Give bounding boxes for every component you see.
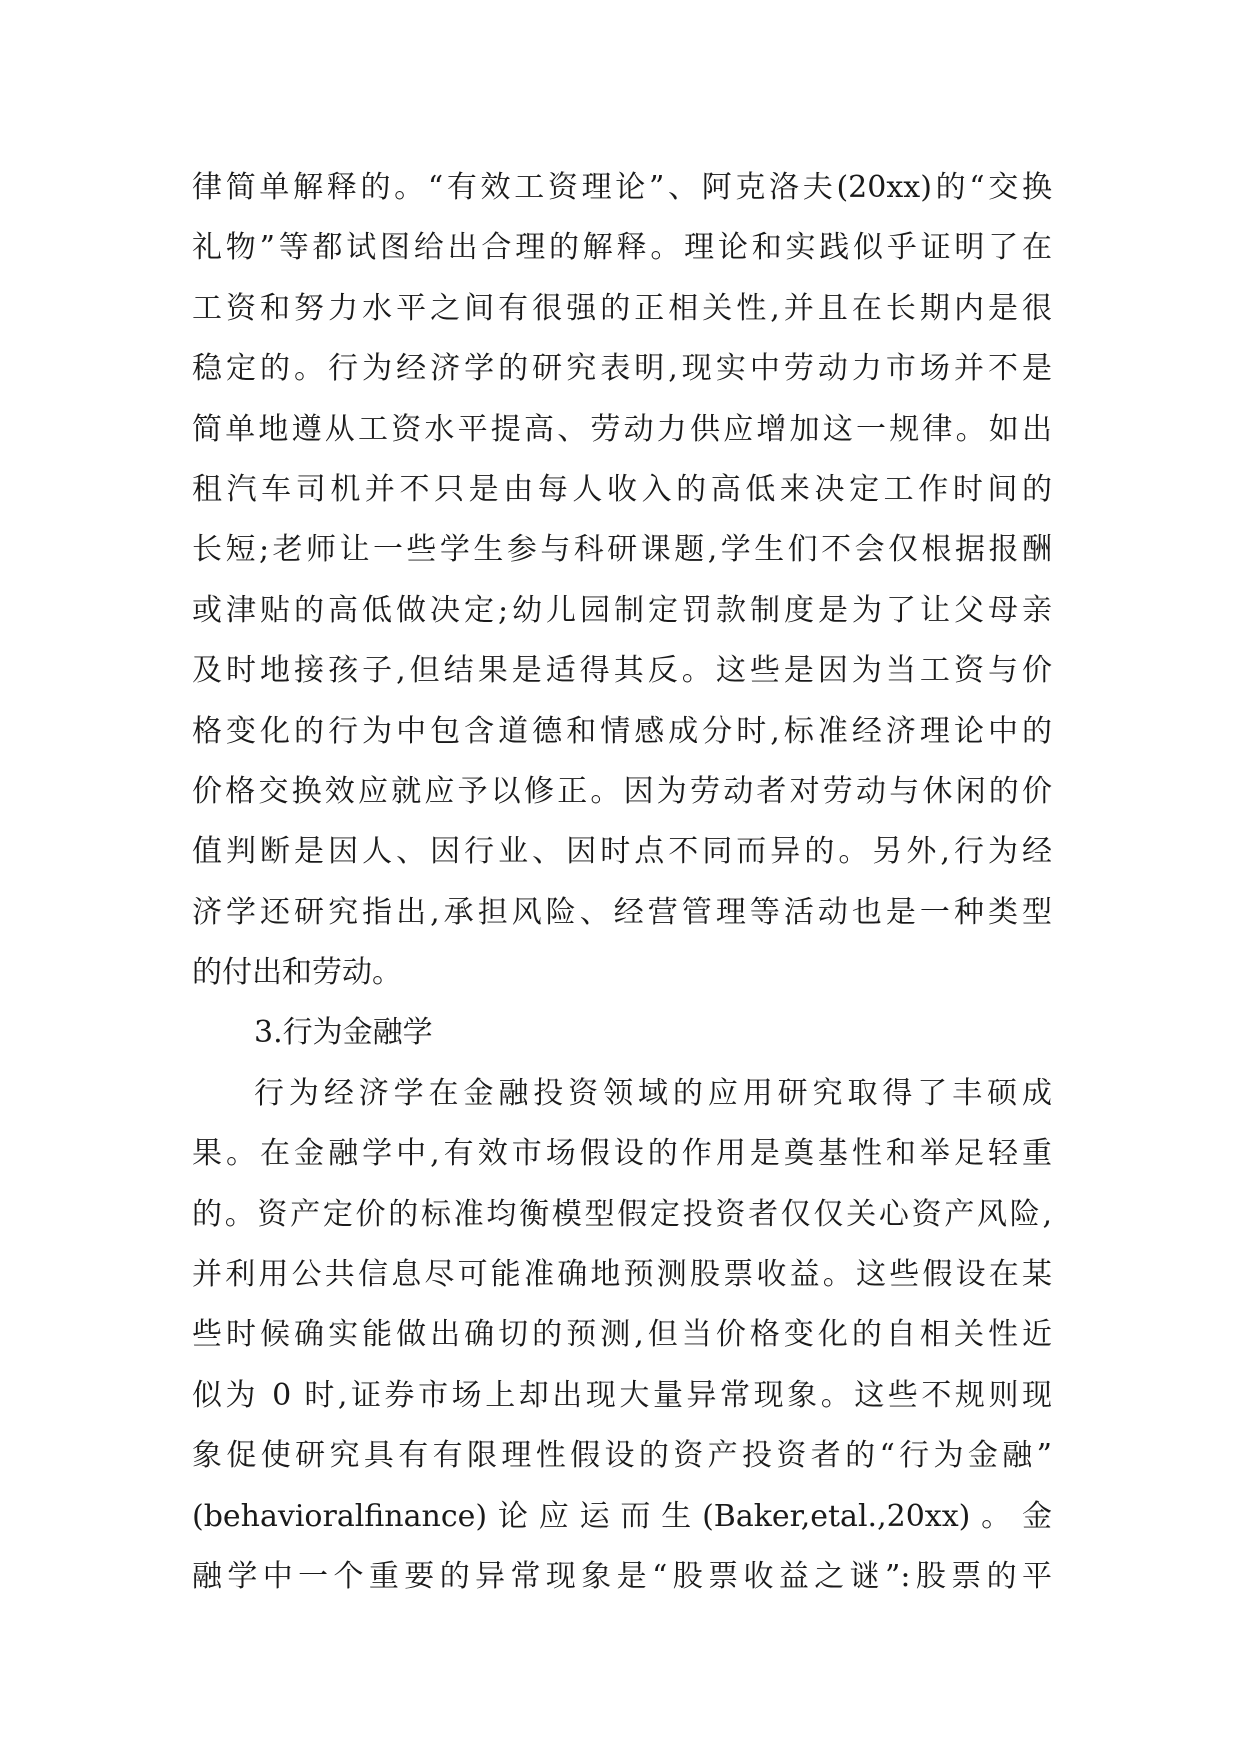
text-line: 租汽车司机并不只是由每人收入的高低来决定工作时间的	[192, 471, 1052, 507]
text-line: 礼物”等都试图给出合理的解释。理论和实践似乎证明了在	[192, 230, 1052, 266]
text-line: 及时地接孩子,但结果是适得其反。这些是因为当工资与价	[192, 653, 1052, 689]
body-text	[192, 158, 1052, 1607]
text-line: 济学还研究指出,承担风险、经营管理等活动也是一种类型	[192, 894, 1052, 930]
text-line: 简单地遵从工资水平提高、劳动力供应增加这一规律。如出	[192, 411, 1052, 447]
text-line: 格变化的行为中包含道德和情感成分时,标准经济理论中的	[192, 713, 1052, 749]
text-line: 稳定的。行为经济学的研究表明,现实中劳动力市场并不是	[192, 351, 1052, 387]
text-line: 长短;老师让一些学生参与科研课题,学生们不会仅根据报酬	[192, 532, 1052, 568]
text-line: 果。在金融学中,有效市场假设的作用是奠基性和举足轻重	[192, 1136, 1052, 1172]
text-line: 价格交换效应就应予以修正。因为劳动者对劳动与休闲的价	[192, 773, 1052, 809]
text-line: 并利用公共信息尽可能准确地预测股票收益。这些假设在某	[192, 1257, 1052, 1293]
text-line: (behavioralfinance)论应运而生(Baker,etal.,20xx)。金	[192, 1498, 1052, 1534]
text-line: 些时候确实能做出确切的预测,但当价格变化的自相关性近	[192, 1317, 1052, 1353]
text-line: 似为 0 时,证券市场上却出现大量异常现象。这些不规则现	[192, 1377, 1052, 1413]
text-line: 律简单解释的。“有效工资理论”、阿克洛夫(20xx)的“交换	[192, 170, 1052, 205]
text-line: 象促使研究具有有限理性假设的资产投资者的“行为金融”	[192, 1438, 1052, 1474]
paragraph-first-line: 行为经济学在金融投资领域的应用研究取得了丰硕成	[254, 1075, 1052, 1111]
text-line: 融学中一个重要的异常现象是“股票收益之谜”:股票的平	[192, 1558, 1052, 1594]
text-line: 的。资产定价的标准均衡模型假定投资者仅仅关心资产风险,	[192, 1196, 1052, 1232]
section-heading: 3.行为金融学	[254, 1015, 433, 1051]
text-line: 工资和努力水平之间有很强的正相关性,并且在长期内是很	[192, 290, 1052, 326]
text-line: 或津贴的高低做决定;幼儿园制定罚款制度是为了让父母亲	[192, 592, 1052, 628]
text-line: 值判断是因人、因行业、因时点不同而异的。另外,行为经	[192, 834, 1052, 870]
text-line: 的付出和劳动。	[192, 955, 402, 991]
